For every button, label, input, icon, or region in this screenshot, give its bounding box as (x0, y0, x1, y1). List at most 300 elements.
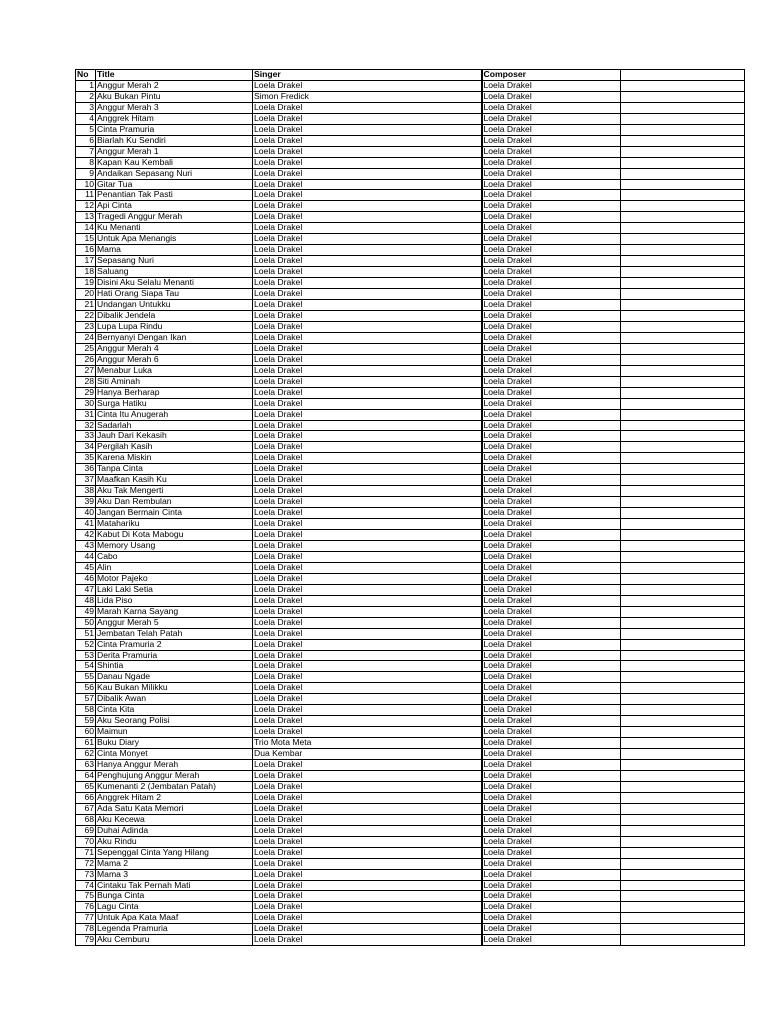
table-row (76, 639, 745, 650)
composer-cell: Loela Drakel (482, 442, 621, 453)
extra-cell (621, 880, 745, 891)
table-row (76, 716, 745, 727)
composer-cell: Loela Drakel (482, 332, 621, 343)
title-cell: Menabur Luka (96, 365, 253, 376)
table-row (76, 672, 745, 683)
singer-cell: Loela Drakel (253, 771, 482, 782)
row-number-cell: 42 (76, 530, 96, 541)
table-row (76, 562, 745, 573)
extra-cell (621, 497, 745, 508)
extra-cell (621, 836, 745, 847)
singer-cell: Loela Drakel (253, 332, 482, 343)
title-cell: Kapan Kau Kembali (96, 157, 253, 168)
composer-cell: Loela Drakel (482, 486, 621, 497)
composer-cell: Loela Drakel (482, 869, 621, 880)
row-number-cell: 5 (76, 124, 96, 135)
title-cell: Aku Cemburu (96, 935, 253, 946)
extra-cell (621, 398, 745, 409)
composer-cell: Loela Drakel (482, 91, 621, 102)
row-number-cell: 68 (76, 814, 96, 825)
table-row (76, 508, 745, 519)
title-cell: Anggur Merah 1 (96, 146, 253, 157)
singer-cell: Loela Drakel (253, 223, 482, 234)
composer-cell: Loela Drakel (482, 705, 621, 716)
title-cell: Jangan Bermain Cinta (96, 508, 253, 519)
singer-cell: Loela Drakel (253, 135, 482, 146)
table-row (76, 913, 745, 924)
table-row (76, 420, 745, 431)
table-row (76, 321, 745, 332)
row-number-cell: 10 (76, 179, 96, 190)
row-number-cell: 17 (76, 256, 96, 267)
row-number-cell: 54 (76, 661, 96, 672)
row-number-cell: 32 (76, 420, 96, 431)
title-cell: Tanpa Cinta (96, 464, 253, 475)
extra-cell (621, 781, 745, 792)
title-cell: Jauh Dari Kekasih (96, 431, 253, 442)
extra-cell (621, 300, 745, 311)
title-cell: Cinta Kita (96, 705, 253, 716)
singer-cell: Loela Drakel (253, 486, 482, 497)
composer-cell: Loela Drakel (482, 190, 621, 201)
title-cell: Duhai Adinda (96, 825, 253, 836)
extra-cell (621, 672, 745, 683)
title-cell: Biarlah Ku Sendiri (96, 135, 253, 146)
singer-cell: Loela Drakel (253, 847, 482, 858)
extra-cell (621, 201, 745, 212)
title-cell: Kau Bukan Milikku (96, 683, 253, 694)
extra-cell (621, 760, 745, 771)
singer-cell: Loela Drakel (253, 683, 482, 694)
extra-cell (621, 573, 745, 584)
title-cell: Matahariku (96, 519, 253, 530)
singer-cell: Trio Mota Meta (253, 738, 482, 749)
singer-cell: Loela Drakel (253, 398, 482, 409)
singer-cell: Loela Drakel (253, 157, 482, 168)
extra-cell (621, 935, 745, 946)
table-row (76, 124, 745, 135)
composer-cell: Loela Drakel (482, 760, 621, 771)
table-row (76, 661, 745, 672)
title-cell: Anggrek Hitam (96, 113, 253, 124)
extra-cell (621, 727, 745, 738)
composer-cell: Loela Drakel (482, 617, 621, 628)
table-row (76, 935, 745, 946)
composer-cell: Loela Drakel (482, 540, 621, 551)
composer-cell: Loela Drakel (482, 398, 621, 409)
composer-cell: Loela Drakel (482, 771, 621, 782)
row-number-cell: 35 (76, 453, 96, 464)
composer-cell: Loela Drakel (482, 858, 621, 869)
singer-cell: Loela Drakel (253, 387, 482, 398)
title-cell: Laki Laki Setia (96, 584, 253, 595)
title-cell: Penghujung Anggur Merah (96, 771, 253, 782)
composer-cell: Loela Drakel (482, 376, 621, 387)
table-row (76, 530, 745, 541)
singer-cell: Loela Drakel (253, 475, 482, 486)
title-cell: Cinta Pramuria (96, 124, 253, 135)
composer-cell: Loela Drakel (482, 135, 621, 146)
title-cell: Api Cinta (96, 201, 253, 212)
composer-cell: Loela Drakel (482, 102, 621, 113)
row-number-cell: 27 (76, 365, 96, 376)
table-row (76, 80, 745, 91)
extra-cell (621, 595, 745, 606)
table-row (76, 475, 745, 486)
title-cell: Bernyanyi Dengan Ikan (96, 332, 253, 343)
table-row (76, 683, 745, 694)
table-row (76, 814, 745, 825)
composer-cell: Loela Drakel (482, 803, 621, 814)
extra-cell (621, 519, 745, 530)
singer-cell: Loela Drakel (253, 573, 482, 584)
table-row (76, 924, 745, 935)
composer-cell: Loela Drakel (482, 179, 621, 190)
composer-cell: Loela Drakel (482, 727, 621, 738)
singer-cell: Loela Drakel (253, 168, 482, 179)
row-number-cell: 22 (76, 310, 96, 321)
title-cell: Danau Ngade (96, 672, 253, 683)
title-cell: Anggur Merah 6 (96, 354, 253, 365)
singer-cell: Loela Drakel (253, 310, 482, 321)
table-row (76, 146, 745, 157)
table-row (76, 497, 745, 508)
composer-cell: Loela Drakel (482, 683, 621, 694)
title-cell: Andaikan Sepasang Nuri (96, 168, 253, 179)
title-cell: Anggur Merah 2 (96, 80, 253, 91)
composer-cell: Loela Drakel (482, 365, 621, 376)
extra-cell (621, 540, 745, 551)
composer-cell: Loela Drakel (482, 212, 621, 223)
extra-cell (621, 639, 745, 650)
extra-cell (621, 508, 745, 519)
extra-cell (621, 771, 745, 782)
row-number-cell: 39 (76, 497, 96, 508)
singer-cell: Loela Drakel (253, 606, 482, 617)
singer-cell: Loela Drakel (253, 672, 482, 683)
singer-cell: Loela Drakel (253, 530, 482, 541)
composer-cell: Loela Drakel (482, 387, 621, 398)
title-cell: Disini Aku Selalu Menanti (96, 278, 253, 289)
singer-cell: Loela Drakel (253, 212, 482, 223)
title-cell: Cintaku Tak Pernah Mati (96, 880, 253, 891)
singer-cell: Loela Drakel (253, 617, 482, 628)
singer-cell: Loela Drakel (253, 80, 482, 91)
composer-cell: Loela Drakel (482, 267, 621, 278)
row-number-cell: 15 (76, 234, 96, 245)
row-number-cell: 59 (76, 716, 96, 727)
table-row (76, 738, 745, 749)
table-row (76, 825, 745, 836)
table-row (76, 760, 745, 771)
composer-cell: Loela Drakel (482, 409, 621, 420)
row-number-cell: 76 (76, 902, 96, 913)
composer-cell: Loela Drakel (482, 234, 621, 245)
extra-cell (621, 453, 745, 464)
header-extra (621, 70, 745, 81)
singer-cell: Loela Drakel (253, 628, 482, 639)
row-number-cell: 11 (76, 190, 96, 201)
row-number-cell: 46 (76, 573, 96, 584)
table-row (76, 442, 745, 453)
row-number-cell: 9 (76, 168, 96, 179)
row-number-cell: 62 (76, 749, 96, 760)
singer-cell: Loela Drakel (253, 420, 482, 431)
composer-cell: Loela Drakel (482, 825, 621, 836)
row-number-cell: 64 (76, 771, 96, 782)
composer-cell: Loela Drakel (482, 639, 621, 650)
table-row (76, 365, 745, 376)
composer-cell: Loela Drakel (482, 168, 621, 179)
row-number-cell: 75 (76, 891, 96, 902)
header-singer: Singer (253, 70, 482, 81)
row-number-cell: 79 (76, 935, 96, 946)
singer-cell: Loela Drakel (253, 650, 482, 661)
table-row (76, 727, 745, 738)
title-cell: Sepasang Nuri (96, 256, 253, 267)
singer-cell: Loela Drakel (253, 289, 482, 300)
extra-cell (621, 825, 745, 836)
extra-cell (621, 365, 745, 376)
extra-cell (621, 562, 745, 573)
row-number-cell: 40 (76, 508, 96, 519)
composer-cell: Loela Drakel (482, 628, 621, 639)
extra-cell (621, 354, 745, 365)
title-cell: Undangan Untukku (96, 300, 253, 311)
row-number-cell: 33 (76, 431, 96, 442)
composer-cell: Loela Drakel (482, 792, 621, 803)
extra-cell (621, 716, 745, 727)
table-row (76, 606, 745, 617)
composer-cell: Loela Drakel (482, 157, 621, 168)
extra-cell (621, 738, 745, 749)
singer-cell: Loela Drakel (253, 869, 482, 880)
composer-cell: Loela Drakel (482, 847, 621, 858)
extra-cell (621, 310, 745, 321)
row-number-cell: 61 (76, 738, 96, 749)
table-row (76, 595, 745, 606)
row-number-cell: 74 (76, 880, 96, 891)
table-row (76, 880, 745, 891)
title-cell: Mama (96, 245, 253, 256)
row-number-cell: 72 (76, 858, 96, 869)
composer-cell: Loela Drakel (482, 475, 621, 486)
composer-cell: Loela Drakel (482, 146, 621, 157)
table-row (76, 584, 745, 595)
table-row (76, 705, 745, 716)
composer-cell: Loela Drakel (482, 80, 621, 91)
title-cell: Jembatan Telah Patah (96, 628, 253, 639)
singer-cell: Loela Drakel (253, 376, 482, 387)
singer-cell: Loela Drakel (253, 201, 482, 212)
extra-cell (621, 113, 745, 124)
row-number-cell: 53 (76, 650, 96, 661)
composer-cell: Loela Drakel (482, 431, 621, 442)
title-cell: Legenda Pramuria (96, 924, 253, 935)
table-row (76, 464, 745, 475)
singer-cell: Loela Drakel (253, 880, 482, 891)
extra-cell (621, 650, 745, 661)
singer-cell: Loela Drakel (253, 497, 482, 508)
composer-cell: Loela Drakel (482, 562, 621, 573)
composer-cell: Loela Drakel (482, 300, 621, 311)
singer-cell: Loela Drakel (253, 540, 482, 551)
composer-cell: Loela Drakel (482, 530, 621, 541)
extra-cell (621, 628, 745, 639)
row-number-cell: 50 (76, 617, 96, 628)
extra-cell (621, 321, 745, 332)
table-row (76, 157, 745, 168)
table-row (76, 179, 745, 190)
title-cell: Dibalik Jendela (96, 310, 253, 321)
composer-cell: Loela Drakel (482, 201, 621, 212)
table-row (76, 332, 745, 343)
title-cell: Kumenanti 2 (Jembatan Patah) (96, 781, 253, 792)
table-row (76, 168, 745, 179)
title-cell: Cinta Pramuria 2 (96, 639, 253, 650)
table-body (76, 80, 745, 945)
composer-cell: Loela Drakel (482, 278, 621, 289)
row-number-cell: 65 (76, 781, 96, 792)
row-number-cell: 37 (76, 475, 96, 486)
row-number-cell: 1 (76, 80, 96, 91)
singer-cell: Loela Drakel (253, 321, 482, 332)
singer-cell: Loela Drakel (253, 234, 482, 245)
extra-cell (621, 168, 745, 179)
row-number-cell: 26 (76, 354, 96, 365)
title-cell: Marah Karna Sayang (96, 606, 253, 617)
title-cell: Penantian Tak Pasti (96, 190, 253, 201)
composer-cell: Loela Drakel (482, 694, 621, 705)
title-cell: Motor Pajeko (96, 573, 253, 584)
extra-cell (621, 102, 745, 113)
title-cell: Hanya Berharap (96, 387, 253, 398)
singer-cell: Loela Drakel (253, 595, 482, 606)
composer-cell: Loela Drakel (482, 289, 621, 300)
title-cell: Ada Satu Kata Memori (96, 803, 253, 814)
row-number-cell: 51 (76, 628, 96, 639)
extra-cell (621, 584, 745, 595)
singer-cell: Dua Kembar (253, 749, 482, 760)
singer-cell: Loela Drakel (253, 519, 482, 530)
composer-cell: Loela Drakel (482, 113, 621, 124)
title-cell: Pergilah Kasih (96, 442, 253, 453)
table-row (76, 91, 745, 102)
composer-cell: Loela Drakel (482, 519, 621, 530)
title-cell: Karena Miskin (96, 453, 253, 464)
extra-cell (621, 332, 745, 343)
row-number-cell: 4 (76, 113, 96, 124)
table-row (76, 847, 745, 858)
singer-cell: Loela Drakel (253, 442, 482, 453)
composer-cell: Loela Drakel (482, 256, 621, 267)
row-number-cell: 16 (76, 245, 96, 256)
table-row (76, 519, 745, 530)
title-cell: Aku Rindu (96, 836, 253, 847)
table-row (76, 278, 745, 289)
singer-cell: Loela Drakel (253, 113, 482, 124)
table-row (76, 256, 745, 267)
title-cell: Aku Seorang Polisi (96, 716, 253, 727)
table-row (76, 650, 745, 661)
row-number-cell: 34 (76, 442, 96, 453)
extra-cell (621, 617, 745, 628)
title-cell: Derita Pramuria (96, 650, 253, 661)
extra-cell (621, 80, 745, 91)
singer-cell: Loela Drakel (253, 913, 482, 924)
row-number-cell: 24 (76, 332, 96, 343)
table-row (76, 694, 745, 705)
singer-cell: Loela Drakel (253, 343, 482, 354)
singer-cell: Loela Drakel (253, 760, 482, 771)
row-number-cell: 43 (76, 540, 96, 551)
composer-cell: Loela Drakel (482, 343, 621, 354)
composer-cell: Loela Drakel (482, 716, 621, 727)
extra-cell (621, 267, 745, 278)
extra-cell (621, 376, 745, 387)
title-cell: Surga Hatiku (96, 398, 253, 409)
extra-cell (621, 256, 745, 267)
composer-cell: Loela Drakel (482, 891, 621, 902)
composer-cell: Loela Drakel (482, 124, 621, 135)
table-row (76, 431, 745, 442)
table-row (76, 267, 745, 278)
table-row (76, 453, 745, 464)
singer-cell: Loela Drakel (253, 661, 482, 672)
extra-cell (621, 683, 745, 694)
composer-cell: Loela Drakel (482, 606, 621, 617)
extra-cell (621, 420, 745, 431)
singer-cell: Loela Drakel (253, 727, 482, 738)
singer-cell: Loela Drakel (253, 836, 482, 847)
row-number-cell: 31 (76, 409, 96, 420)
table-row (76, 102, 745, 113)
title-cell: Untuk Apa Menangis (96, 234, 253, 245)
extra-cell (621, 464, 745, 475)
title-cell: Anggur Merah 5 (96, 617, 253, 628)
composer-cell: Loela Drakel (482, 924, 621, 935)
composer-cell: Loela Drakel (482, 880, 621, 891)
table-row (76, 212, 745, 223)
singer-cell: Loela Drakel (253, 792, 482, 803)
row-number-cell: 52 (76, 639, 96, 650)
extra-cell (621, 91, 745, 102)
row-number-cell: 71 (76, 847, 96, 858)
singer-cell: Loela Drakel (253, 891, 482, 902)
title-cell: Shintia (96, 661, 253, 672)
row-number-cell: 30 (76, 398, 96, 409)
composer-cell: Loela Drakel (482, 814, 621, 825)
singer-cell: Loela Drakel (253, 705, 482, 716)
row-number-cell: 25 (76, 343, 96, 354)
row-number-cell: 19 (76, 278, 96, 289)
title-cell: Aku Tak Mengerti (96, 486, 253, 497)
title-cell: Dibalik Awan (96, 694, 253, 705)
singer-cell: Loela Drakel (253, 858, 482, 869)
extra-cell (621, 891, 745, 902)
table-row (76, 289, 745, 300)
extra-cell (621, 869, 745, 880)
table-row (76, 343, 745, 354)
extra-cell (621, 343, 745, 354)
row-number-cell: 28 (76, 376, 96, 387)
title-cell: Sepenggal Cinta Yang Hilang (96, 847, 253, 858)
header-no: No (76, 70, 96, 81)
table-row (76, 387, 745, 398)
table-row (76, 354, 745, 365)
title-cell: Maafkan Kasih Ku (96, 475, 253, 486)
row-number-cell: 69 (76, 825, 96, 836)
